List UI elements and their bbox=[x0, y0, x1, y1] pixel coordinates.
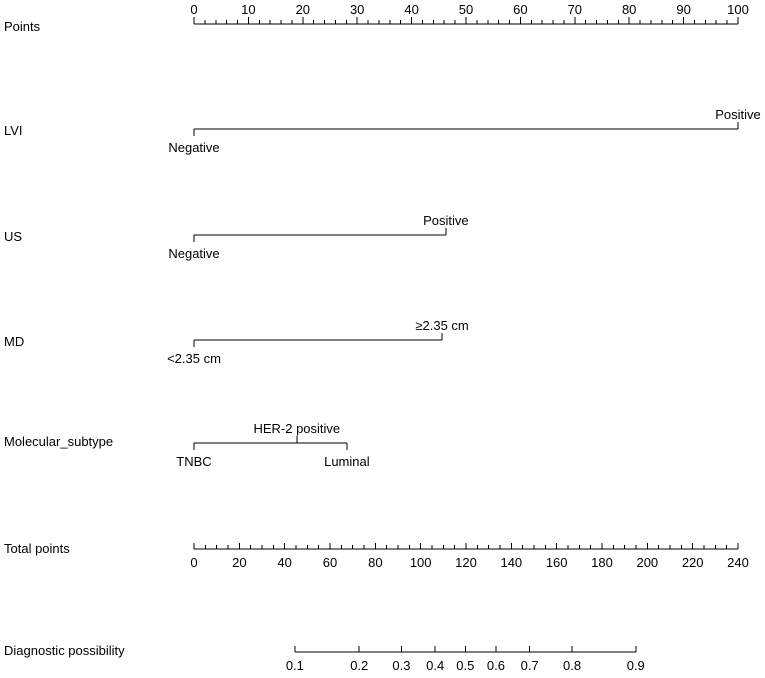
diagnostic-scale bbox=[4, 643, 645, 673]
points-scale bbox=[4, 2, 749, 34]
points-tick-label: 70 bbox=[567, 2, 583, 17]
variable-rows bbox=[4, 107, 761, 469]
level-label: Positive bbox=[423, 213, 469, 228]
variable-row-us bbox=[4, 213, 469, 261]
points-tick-label: 60 bbox=[513, 2, 528, 17]
variable-label: US bbox=[4, 229, 23, 244]
total-points-tick-label: 180 bbox=[591, 555, 613, 570]
diagnostic-tick-label: 0.6 bbox=[486, 658, 505, 673]
total-points-tick-label: 240 bbox=[727, 555, 749, 570]
level-label: Luminal bbox=[324, 454, 370, 469]
total-points-tick-label: 40 bbox=[277, 555, 292, 570]
total-points-scale bbox=[4, 541, 749, 570]
total-points-tick-label: 140 bbox=[500, 555, 523, 570]
diagnostic-tick-label: 0.4 bbox=[426, 658, 445, 673]
points-tick-label: 30 bbox=[349, 2, 365, 17]
total-points-tick-label: 60 bbox=[322, 555, 338, 570]
diagnostic-tick-label: 0.1 bbox=[285, 658, 304, 673]
total-points-tick-label: 0 bbox=[190, 555, 198, 570]
diagnostic-tick-label: 0.9 bbox=[626, 658, 645, 673]
variable-label: MD bbox=[4, 334, 25, 349]
total-points-tick-label: 100 bbox=[409, 555, 432, 570]
diagnostic-scale-label: Diagnostic possibility bbox=[4, 643, 125, 658]
total-points-label: Total points bbox=[4, 541, 70, 556]
total-points-tick-label: 220 bbox=[681, 555, 704, 570]
points-tick-label: 100 bbox=[727, 2, 749, 17]
level-label: ≥2.35 cm bbox=[415, 318, 469, 333]
points-tick-label: 50 bbox=[458, 2, 474, 17]
total-points-tick-label: 20 bbox=[232, 555, 247, 570]
total-points-tick-label: 80 bbox=[368, 555, 383, 570]
points-tick-label: 80 bbox=[621, 2, 637, 17]
variable-row-md bbox=[4, 318, 469, 366]
level-label: HER-2 positive bbox=[253, 421, 341, 436]
points-tick-label: 40 bbox=[404, 2, 419, 17]
diagnostic-tick-label: 0.5 bbox=[456, 658, 475, 673]
variable-row-molecular-subtype bbox=[4, 421, 370, 469]
variable-label: LVI bbox=[4, 123, 23, 138]
total-points-tick-label: 200 bbox=[636, 555, 659, 570]
diagnostic-tick-label: 0.3 bbox=[392, 658, 411, 673]
points-tick-label: 20 bbox=[295, 2, 311, 17]
level-label: Negative bbox=[168, 140, 220, 155]
level-label: Positive bbox=[715, 107, 761, 122]
level-label: Negative bbox=[168, 246, 220, 261]
points-tick-label: 0 bbox=[190, 2, 198, 17]
total-points-tick-label: 120 bbox=[455, 555, 477, 570]
points-tick-label: 10 bbox=[241, 2, 256, 17]
points-tick-label: 90 bbox=[676, 2, 691, 17]
points-scale-label: Points bbox=[4, 19, 41, 34]
level-label: TNBC bbox=[176, 454, 212, 469]
diagnostic-tick-label: 0.8 bbox=[563, 658, 582, 673]
diagnostic-tick-label: 0.2 bbox=[350, 658, 369, 673]
total-points-tick-label: 160 bbox=[545, 555, 568, 570]
level-label: <2.35 cm bbox=[167, 351, 221, 366]
diagnostic-tick-label: 0.7 bbox=[520, 658, 539, 673]
variable-row-lvi bbox=[4, 107, 761, 155]
variable-label: Molecular_subtype bbox=[4, 434, 114, 449]
